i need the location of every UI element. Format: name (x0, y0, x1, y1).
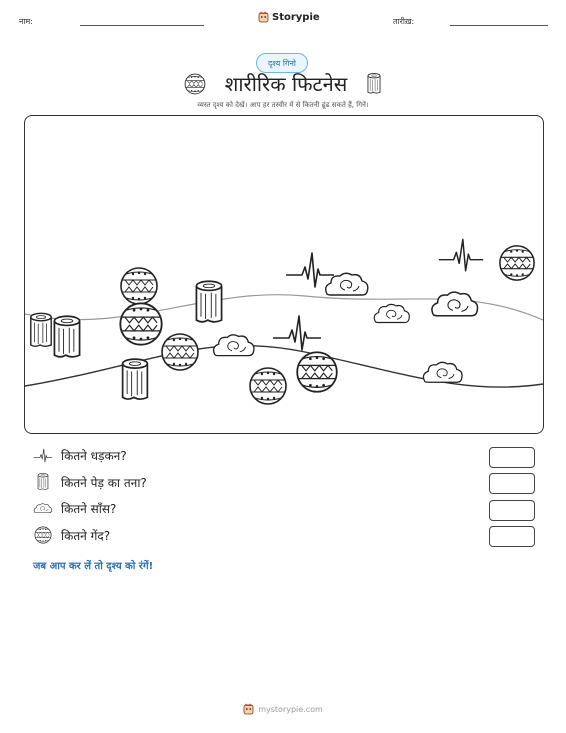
answer-box-trunk[interactable] (489, 473, 535, 494)
tree-trunk-icon (366, 73, 382, 95)
trunk-2 (54, 316, 79, 357)
instructions: व्यस्त दृश्य को देखें। आप हर तस्वीर में से कितनी ढूंढ सकते हैं, गिनें। (197, 101, 369, 109)
brand-logo (258, 11, 320, 23)
breath-4 (214, 335, 254, 356)
heartbeat-1 (286, 253, 334, 287)
date-field[interactable] (450, 25, 548, 26)
tree-trunk-icon (33, 473, 53, 491)
breath-5 (423, 362, 462, 382)
question-row-heartbeat (33, 447, 127, 464)
answer-box-heartbeat[interactable] (489, 447, 535, 468)
question-row-ball (33, 526, 110, 544)
ball-6 (500, 246, 534, 280)
breath-1 (326, 273, 368, 295)
footer (0, 703, 566, 715)
ball-icon (184, 73, 206, 95)
breath-3 (432, 292, 478, 316)
heartbeat-icon (33, 448, 53, 464)
trunk-4 (123, 359, 148, 399)
storypie-logo-icon (243, 703, 254, 715)
heartbeat-2 (273, 316, 321, 350)
ball-5 (297, 352, 337, 392)
ball-3 (162, 334, 198, 370)
question-text: कितने पेड़ का तना? (61, 475, 147, 490)
page-title (0, 70, 566, 97)
coloring-note: जब आप कर लें तो दृश्य को रंगें! (33, 561, 154, 572)
brand-name: Storypie (272, 11, 320, 23)
ball-1 (121, 268, 157, 304)
trunk-3 (196, 281, 221, 322)
question-text: कितने गेंद? (61, 528, 111, 543)
ball-2 (120, 303, 161, 344)
ball-icon (33, 526, 53, 544)
scene-illustration (25, 116, 543, 433)
date-label: तारीख़: (393, 17, 415, 26)
answer-box-ball[interactable] (489, 526, 535, 547)
heartbeat-3 (439, 239, 483, 270)
breath-2 (374, 304, 409, 322)
category-badge: दृश्य गिनो (256, 53, 308, 73)
name-field[interactable] (80, 25, 204, 26)
scene-frame[interactable] (24, 115, 544, 434)
name-label: नाम: (19, 17, 33, 26)
question-row-trunk (33, 473, 147, 491)
breath-cloud-icon (33, 501, 53, 517)
question-text: कितने साँस? (61, 502, 117, 516)
title-text: शारीरिक फिटनेस (224, 72, 348, 96)
answer-box-breath[interactable] (489, 500, 535, 521)
storypie-logo-icon (258, 11, 269, 23)
trunk-1 (31, 313, 51, 346)
question-text: कितने धड़कन? (61, 449, 127, 463)
question-row-breath (33, 500, 116, 517)
footer-site: mystorypie.com (258, 704, 323, 714)
ball-4 (250, 368, 286, 404)
